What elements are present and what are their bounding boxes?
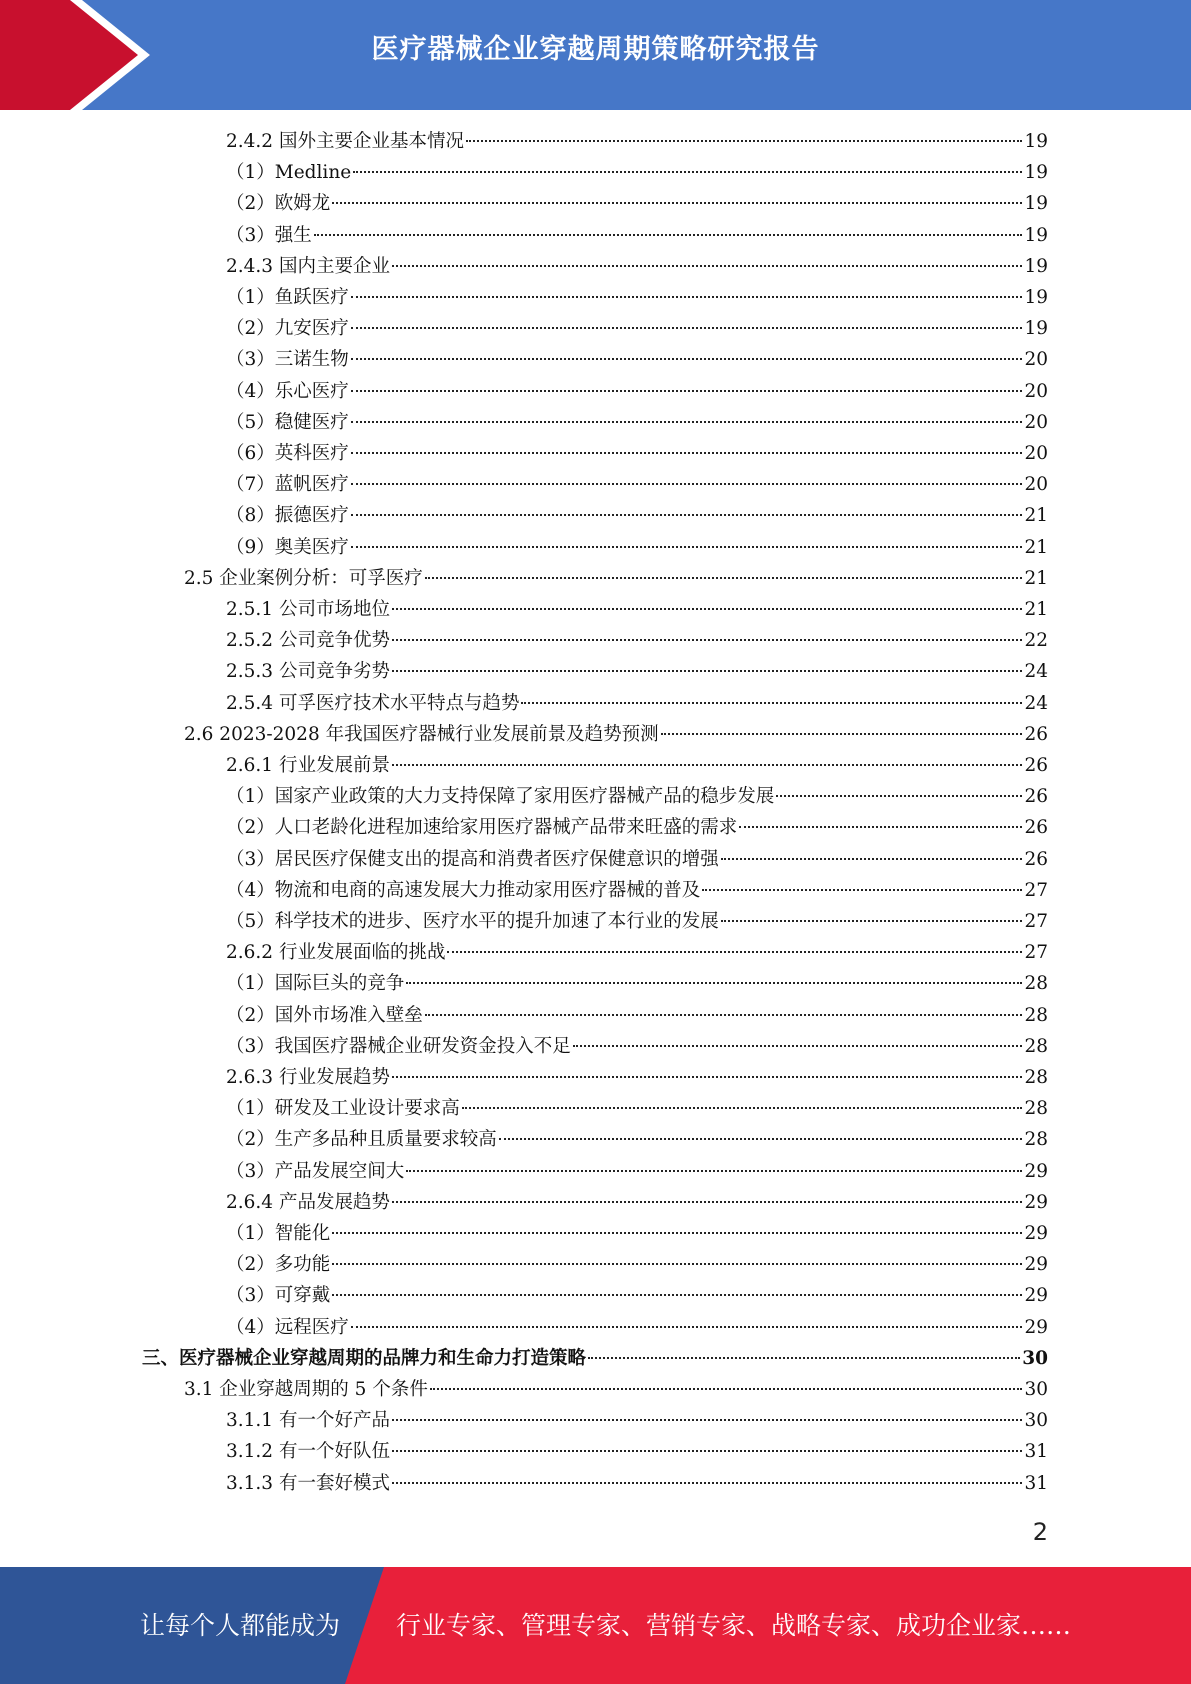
toc-leader-dots	[406, 982, 1022, 984]
toc-entry-label: （1）鱼跃医疗	[226, 287, 349, 308]
toc-entry-label: （3）我国医疗器械企业研发资金投入不足	[226, 1035, 571, 1057]
toc-entry-page: 26	[1024, 755, 1048, 776]
toc-entry[interactable]	[226, 532, 1048, 563]
toc-entry-label: （3）三诺生物	[226, 349, 349, 371]
toc-entry-page: 30	[1022, 1347, 1048, 1369]
toc-leader-dots	[351, 452, 1023, 454]
footer-slogan-right: 行业专家、管理专家、营销专家、战略专家、成功企业家……	[396, 1611, 1072, 1640]
toc-entry-page: 30	[1024, 1410, 1048, 1432]
page-footer	[0, 1567, 1191, 1684]
toc-entry-label: （3）强生	[226, 224, 312, 246]
toc-entry-label: 3.1.2 有一个好队伍	[226, 1441, 390, 1463]
toc-leader-dots	[739, 826, 1022, 828]
toc-entry-page: 31	[1024, 1441, 1048, 1463]
toc-entry-page: 19	[1024, 193, 1048, 215]
toc-entry[interactable]	[226, 750, 1048, 781]
toc-entry-page: 26	[1024, 848, 1048, 870]
toc-entry[interactable]	[226, 937, 1048, 968]
toc-entry-page: 29	[1024, 1316, 1048, 1338]
toc-entry-label: （5）稳健医疗	[226, 411, 349, 433]
toc-entry-label: （2）生产多品种且质量要求较高	[226, 1129, 497, 1151]
toc-entry-page: 20	[1024, 411, 1048, 433]
toc-entry-label: （1）研发及工业设计要求高	[226, 1098, 460, 1120]
toc-entry[interactable]	[184, 563, 1048, 594]
toc-entry[interactable]	[226, 282, 1048, 313]
toc-leader-dots	[332, 202, 1022, 204]
toc-leader-dots	[351, 421, 1023, 423]
toc-entry-page: 28	[1024, 1098, 1048, 1120]
toc-entry[interactable]	[226, 781, 1048, 812]
toc-leader-dots	[332, 1294, 1022, 1296]
toc-entry[interactable]	[226, 1249, 1048, 1280]
toc-entry-label: 2.6.3 行业发展趋势	[226, 1067, 390, 1088]
toc-entry-page: 21	[1024, 536, 1048, 558]
toc-entry[interactable]	[226, 594, 1048, 625]
toc-leader-dots	[351, 327, 1023, 329]
toc-entry-page: 27	[1024, 942, 1048, 964]
toc-entry-label: 2.6.2 行业发展面临的挑战	[226, 942, 446, 964]
footer-slogan-left: 让每个人都能成为	[140, 1611, 341, 1640]
toc-entry-page: 19	[1024, 287, 1048, 308]
toc-entry-label: （3）居民医疗保健支出的提高和消费者医疗保健意识的增强	[226, 848, 719, 870]
toc-leader-dots	[466, 140, 1022, 142]
toc-entry[interactable]	[226, 500, 1048, 531]
toc-leader-dots	[314, 234, 1023, 236]
toc-entry[interactable]	[226, 188, 1048, 219]
toc-leader-dots	[721, 920, 1023, 922]
toc-entry-page: 26	[1024, 723, 1048, 745]
toc-leader-dots	[392, 1419, 1022, 1421]
toc-entry[interactable]	[226, 968, 1048, 999]
toc-entry[interactable]	[226, 688, 1048, 719]
toc-leader-dots	[776, 795, 1022, 797]
toc-entry[interactable]	[226, 1436, 1048, 1467]
toc-entry-page: 28	[1024, 1129, 1048, 1151]
toc-entry[interactable]	[226, 126, 1048, 157]
toc-leader-dots	[702, 889, 1022, 891]
toc-entry-page: 21	[1024, 505, 1048, 527]
toc-entry[interactable]	[226, 656, 1048, 687]
toc-entry-page: 30	[1024, 1379, 1048, 1400]
document-title: 医疗器械企业穿越周期策略研究报告	[371, 34, 820, 65]
toc-entry-page: 20	[1024, 380, 1048, 402]
toc-entry-label: （2）九安医疗	[226, 318, 349, 340]
toc-leader-dots	[351, 358, 1023, 360]
toc-entry[interactable]	[226, 1187, 1048, 1218]
toc-entry-label: 2.5.1 公司市场地位	[226, 599, 390, 620]
toc-entry[interactable]	[226, 251, 1048, 282]
toc-leader-dots	[462, 1107, 1023, 1109]
toc-leader-dots	[499, 1138, 1023, 1140]
toc-entry[interactable]	[142, 1343, 1048, 1374]
toc-entry-page: 29	[1024, 1285, 1048, 1307]
toc-leader-dots	[425, 577, 1023, 579]
toc-entry-label: （7）蓝帆医疗	[226, 474, 349, 496]
toc-leader-dots	[351, 483, 1023, 485]
toc-entry[interactable]	[226, 1218, 1048, 1249]
toc-leader-dots	[588, 1357, 1020, 1359]
toc-leader-dots	[392, 1076, 1022, 1078]
page-number: 2	[1032, 1518, 1048, 1546]
toc-entry-label: （4）物流和电商的高速发展大力推动家用医疗器械的普及	[226, 879, 701, 901]
toc-leader-dots	[351, 296, 1023, 298]
toc-leader-dots	[392, 670, 1022, 672]
toc-entry[interactable]	[226, 1280, 1048, 1311]
toc-entry-label: （2）多功能	[226, 1254, 331, 1276]
toc-entry-label: 2.5 企业案例分析：可孚医疗	[184, 567, 423, 589]
toc-leader-dots	[351, 514, 1023, 516]
toc-leader-dots	[425, 1014, 1023, 1016]
toc-entry-label: 3.1.3 有一套好模式	[226, 1472, 390, 1494]
toc-entry-label: （5）科学技术的进步、医疗水平的提升加速了本行业的发展	[226, 911, 719, 932]
toc-entry-page: 28	[1024, 1004, 1048, 1026]
toc-entry-label: （9）奥美医疗	[226, 536, 349, 558]
toc-entry[interactable]	[226, 313, 1048, 344]
toc-entry[interactable]	[226, 1000, 1048, 1031]
toc-entry[interactable]	[226, 1093, 1048, 1124]
toc-entry-page: 19	[1024, 162, 1048, 184]
toc-entry-label: 2.6 2023-2028 年我国医疗器械行业发展前景及趋势预测	[184, 723, 659, 745]
toc-leader-dots	[721, 858, 1023, 860]
toc-entry[interactable]	[226, 844, 1048, 875]
toc-leader-dots	[392, 608, 1022, 610]
toc-leader-dots	[392, 1450, 1022, 1452]
page-header	[0, 0, 1191, 110]
toc-entry-label: 2.5.4 可孚医疗技术水平特点与趋势	[226, 692, 520, 714]
toc-entry[interactable]	[226, 875, 1048, 906]
toc-leader-dots	[351, 1326, 1023, 1328]
toc-entry-label: （6）英科医疗	[226, 443, 349, 464]
toc-entry[interactable]	[226, 407, 1048, 438]
toc-entry-page: 19	[1024, 131, 1048, 152]
toc-leader-dots	[392, 265, 1022, 267]
toc-entry-page: 24	[1024, 692, 1048, 714]
toc-entry[interactable]	[226, 376, 1048, 407]
toc-leader-dots	[353, 171, 1022, 173]
toc-entry[interactable]	[226, 1124, 1048, 1155]
toc-entry-page: 19	[1024, 318, 1048, 340]
toc-entry[interactable]	[226, 438, 1048, 469]
toc-entry-page: 20	[1024, 443, 1048, 464]
toc-entry-page: 29	[1024, 1223, 1048, 1244]
toc-entry[interactable]	[226, 220, 1048, 251]
toc-entry[interactable]	[226, 1468, 1048, 1499]
toc-entry-label: （1）国家产业政策的大力支持保障了家用医疗器械产品的稳步发展	[226, 786, 775, 808]
toc-leader-dots	[447, 951, 1022, 953]
toc-entry[interactable]	[226, 344, 1048, 375]
toc-entry[interactable]	[184, 719, 1048, 750]
toc-entry-page: 28	[1024, 973, 1048, 995]
toc-entry-page: 19	[1024, 224, 1048, 246]
toc-leader-dots	[351, 390, 1023, 392]
toc-entry-label: （8）振德医疗	[226, 505, 349, 527]
toc-entry-label: 三、医疗器械企业穿越周期的品牌力和生命力打造策略	[142, 1347, 587, 1369]
toc-entry-page: 24	[1024, 661, 1048, 683]
toc-entry-page: 21	[1024, 599, 1048, 620]
toc-entry-label: （2）欧姆龙	[226, 193, 331, 215]
toc-entry-label: （1）智能化	[226, 1223, 331, 1244]
toc-entry-label: （4）乐心医疗	[226, 380, 349, 402]
toc-entry-label: （3）可穿戴	[226, 1285, 331, 1307]
toc-entry[interactable]	[226, 1405, 1048, 1436]
toc-entry-label: 3.1.1 有一个好产品	[226, 1410, 390, 1432]
toc-entry-label: （1）Medline	[226, 162, 352, 184]
toc-entry-label: （1）国际巨头的竞争	[226, 973, 405, 995]
toc-entry-label: 2.5.2 公司竞争优势	[226, 630, 390, 652]
toc-entry-page: 20	[1024, 349, 1048, 371]
toc-leader-dots	[430, 1388, 1023, 1390]
toc-entry-label: （3）产品发展空间大	[226, 1160, 405, 1182]
toc-entry[interactable]	[226, 469, 1048, 500]
toc-leader-dots	[392, 1201, 1022, 1203]
toc-entry-page: 26	[1024, 817, 1048, 839]
toc-entry-page: 29	[1024, 1191, 1048, 1213]
toc-entry-label: 3.1 企业穿越周期的 5 个条件	[184, 1379, 428, 1400]
toc-entry[interactable]	[226, 157, 1048, 188]
toc-entry-label: （2）国外市场准入壁垒	[226, 1004, 423, 1026]
toc-entry-page: 20	[1024, 474, 1048, 496]
toc-entry-page: 31	[1024, 1472, 1048, 1494]
toc-entry[interactable]	[226, 1062, 1048, 1093]
toc-entry-page: 27	[1024, 879, 1048, 901]
toc-entry-page: 29	[1024, 1254, 1048, 1276]
toc-entry[interactable]	[226, 1312, 1048, 1343]
toc-entry-label: 2.5.3 公司竞争劣势	[226, 661, 390, 683]
toc-entry-page: 28	[1024, 1067, 1048, 1088]
toc-entry-page: 29	[1024, 1160, 1048, 1182]
toc-leader-dots	[392, 639, 1022, 641]
toc-leader-dots	[351, 546, 1023, 548]
toc-entry-label: （4）远程医疗	[226, 1316, 349, 1338]
toc-entry-label: （2）人口老龄化进程加速给家用医疗器械产品带来旺盛的需求	[226, 817, 738, 839]
toc-leader-dots	[332, 1232, 1022, 1234]
toc-entry-page: 21	[1024, 567, 1048, 589]
toc-entry[interactable]	[184, 1374, 1048, 1405]
toc-entry[interactable]	[226, 625, 1048, 656]
toc-leader-dots	[661, 733, 1023, 735]
toc-entry-page: 19	[1024, 255, 1048, 277]
toc-entry[interactable]	[226, 812, 1048, 843]
toc-entry[interactable]	[226, 1031, 1048, 1062]
toc-entry-page: 28	[1024, 1035, 1048, 1057]
toc-entry-page: 22	[1024, 630, 1048, 652]
toc-leader-dots	[392, 1482, 1022, 1484]
toc-entry[interactable]	[226, 906, 1048, 937]
toc-entry-label: 2.4.3 国内主要企业	[226, 255, 390, 277]
toc-entry-label: 2.6.4 产品发展趋势	[226, 1191, 390, 1213]
toc-leader-dots	[332, 1263, 1022, 1265]
toc-leader-dots	[406, 1170, 1022, 1172]
toc-entry-label: 2.4.2 国外主要企业基本情况	[226, 131, 464, 152]
toc-entry[interactable]	[226, 1156, 1048, 1187]
toc-leader-dots	[573, 1045, 1023, 1047]
toc-entry-page: 26	[1024, 786, 1048, 808]
toc-leader-dots	[521, 702, 1022, 704]
toc-entry-page: 27	[1024, 911, 1048, 932]
toc-leader-dots	[392, 764, 1022, 766]
toc-entry-label: 2.6.1 行业发展前景	[226, 755, 390, 776]
